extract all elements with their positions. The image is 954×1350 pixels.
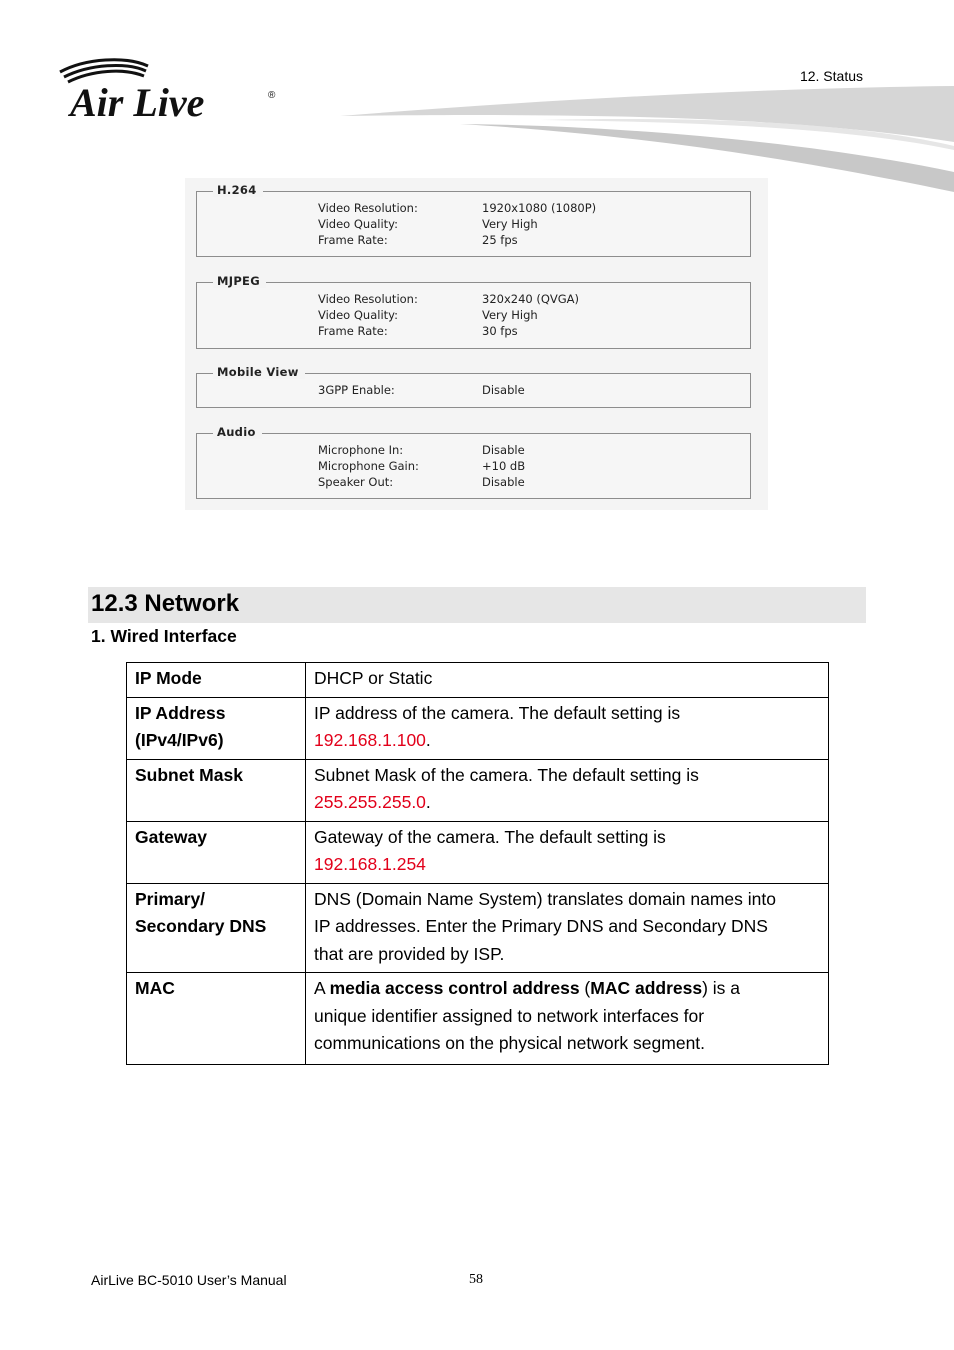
setting-description [306,759,829,821]
setting-name-text: Secondary DNS [135,916,267,936]
mobile-view-legend: Mobile View [213,365,305,379]
status-value: Disable [482,475,525,489]
default-value: 192.168.1.254 [314,854,426,874]
status-label: 3GPP Enable: [318,383,395,397]
status-value: 25 fps [482,233,518,247]
network-settings-table [126,662,829,1065]
setting-description-text: DHCP or Static [314,668,433,688]
setting-description [306,973,829,1065]
status-label: Microphone Gain: [318,459,419,473]
setting-name [127,973,306,1065]
table-row [127,883,829,973]
setting-description-text: Gateway of the camera. The default setting is [314,826,666,847]
setting-name-text: (IPv4/IPv6) [135,730,224,750]
status-label: Video Quality: [318,217,399,231]
status-screenshot [185,178,768,510]
bold-term: MAC address [590,978,703,998]
audio-legend: Audio [213,425,262,439]
setting-description-text: that are provided by ISP. [314,943,505,964]
page-number: 58 [469,1272,483,1287]
punctuation: . [425,730,431,750]
setting-name [127,883,306,973]
setting-description [306,883,829,973]
default-value: 192.168.1.100 [314,730,426,750]
status-value: 1920x1080 (1080P) [482,201,597,215]
status-label: Speaker Out: [318,475,394,489]
subheading: 1. Wired Interface [91,626,237,646]
table-row [127,663,829,698]
h264-legend: H.264 [213,183,263,197]
bold-term: media access control address [329,978,580,998]
setting-description [306,697,829,759]
section-title: 12.3 Network [91,590,240,617]
setting-description-text: IP address of the camera. The default setting is [314,702,681,723]
airlive-logo [56,58,286,122]
status-label: Video Quality: [318,308,399,322]
status-value: +10 dB [482,459,526,473]
status-value: 320x240 (QVGA) [482,292,580,306]
svg-text:®: ® [268,90,276,101]
table-row [127,973,829,1065]
manual-title: AirLive BC-5010 User’s Manual [91,1272,287,1288]
status-value: Disable [482,383,525,397]
mjpeg-group [196,274,751,349]
setting-description-text: ) is a [702,978,741,998]
setting-description-text: A [314,978,330,998]
mjpeg-legend: MJPEG [213,274,266,288]
status-label: Video Resolution: [318,201,418,215]
status-label: Frame Rate: [318,233,388,247]
setting-description [306,821,829,883]
status-label: Microphone In: [318,443,404,457]
setting-name-text: Subnet Mask [135,764,243,785]
status-label: Frame Rate: [318,324,388,338]
status-value: Very High [482,308,538,322]
setting-name-text: Primary/ [135,888,206,909]
setting-description-text: DNS (Domain Name System) translates domain names into [314,888,776,909]
status-value: Disable [482,443,525,457]
setting-description-text: Subnet Mask of the camera. The default setting is [314,764,699,785]
setting-name [127,821,306,883]
setting-name-text: IP Mode [135,668,202,688]
setting-description-text: IP addresses. Enter the Primary DNS and Secondary DNS [314,916,768,936]
default-value: 255.255.255.0 [314,792,426,812]
setting-description-text: ( [579,978,591,998]
mobile-view-group [196,365,751,408]
h264-group [196,183,751,257]
table-row [127,821,829,883]
chapter-label: 12. Status [799,68,863,84]
setting-description-text: unique identifier assigned to network interfaces for [314,1005,705,1026]
section-heading-bar [88,587,866,623]
setting-name [127,759,306,821]
setting-name-text: IP Address [135,702,226,723]
table-row [127,697,829,759]
setting-name [127,663,306,698]
status-value: 30 fps [482,324,518,338]
setting-description [306,663,829,698]
status-value: Very High [482,217,538,231]
svg-text:Air Live: Air Live [70,80,205,122]
setting-description-text: communications on the physical network segment. [314,1033,706,1053]
setting-name [127,697,306,759]
punctuation: . [425,792,431,812]
setting-name-text: Gateway [135,826,207,847]
setting-name-text: MAC [135,978,175,998]
table-row [127,759,829,821]
status-label: Video Resolution: [318,292,418,306]
audio-group [196,425,751,499]
